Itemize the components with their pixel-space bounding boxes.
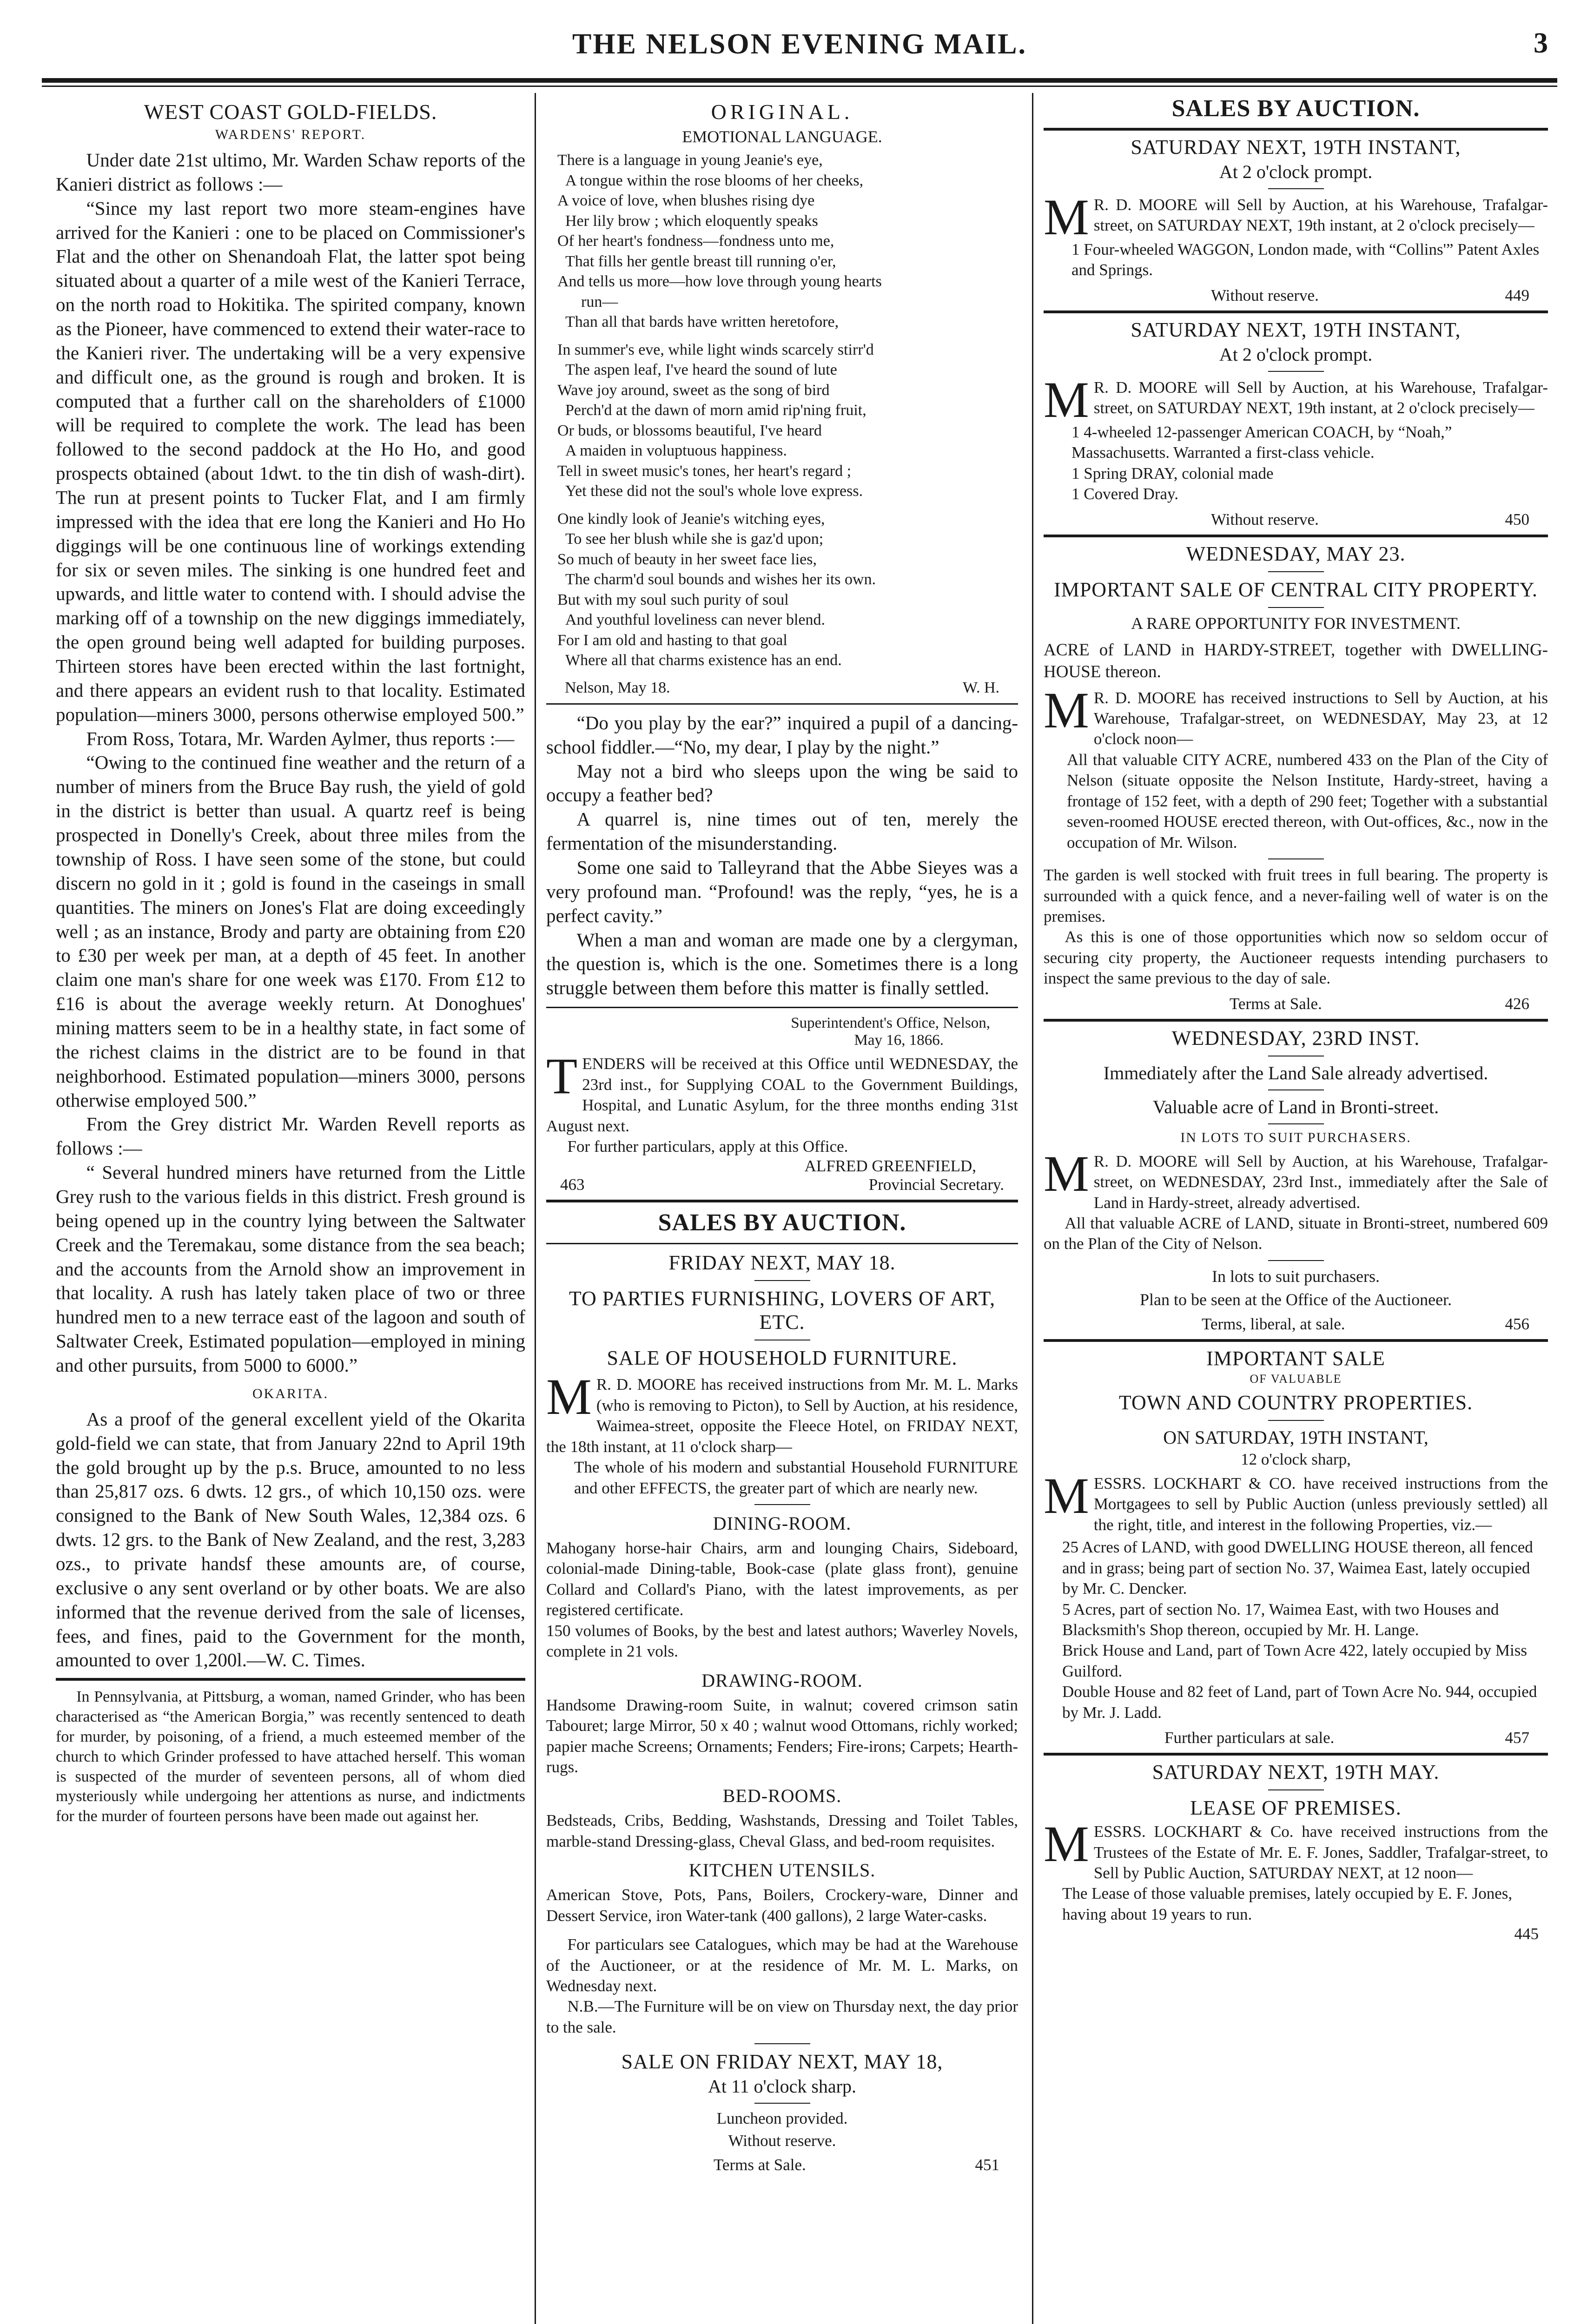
paragraph: As a proof of the general excellent yield of the Okarita gold-field we can state, that from January 22nd to April 19th the gold brought up by the p.s. Bruce, amounted to no less than 25,817 ozs. 6 dwts. 12 grs., of which 10,150 ozs. were consigned to the Bank of New South Wales, 12,384 ozs. 6 dwts. 12 grs. to the Bank of New Zealand, and the rest, 3,283 ozs., to private handsf these amounts are, of course, exclusive o any sent overland or by other boats. We are also informed that the revenue derived from the sale of licenses, fees, and fines, paid to the Government for the month, amounted to over 1,200l.—W. C. Times. [56, 1408, 525, 1671]
divider [1044, 1753, 1548, 1756]
paragraph: A quarrel is, nine times out of ten, merely the fermentation of the misunderstanding. [546, 808, 1018, 854]
divider [1044, 535, 1548, 537]
short-divider [1268, 571, 1324, 572]
paragraph: From the Grey district Mr. Warden Revell reports as follows :— [56, 1113, 525, 1159]
paragraph: “ Several hundred miners have returned from the Little Grey rush to the various fields in this district. Fresh ground is being opened up in the country lying between the Saltwater Creek and the Teremakau, some distance from the sea beach; and the accounts from the Arnold show an improvement in that locality. A rush has lately taken place of two or three hundred men to a new terrace east of the lagoon and south of Saltwater Creek, Estimated population—employed in mining and other pursuits, from 5000 to 6000.” [56, 1162, 525, 1376]
paragraph: Under date 21st ultimo, Mr. Warden Schaw reports of the Kanieri district as follows :— [56, 149, 525, 195]
ad-item: 1 Four-wheeled WAGGON, London made, with “Collins'” Patent Axles and Springs. [1071, 240, 1540, 279]
paragraph: When a man and woman are made one by a clergyman, the question is, which is the one. Sometimes there is a long struggle between them before this matter is finally settled. [546, 929, 1018, 999]
section-heading-sales: SALES BY AUCTION. [658, 1209, 906, 1236]
tender-signatory: ALFRED GREENFIELD, [804, 1157, 976, 1175]
ad-tagline: A RARE OPPORTUNITY FOR INVESTMENT. [1131, 614, 1461, 633]
drop-cap: M [546, 1368, 592, 1426]
room-items: Mahogany horse-hair Chairs, arm and lounging Chairs, Sideboard, colonial-made Dining-table, Book-case (plate glass front), genuine Collard and Collard's Piano, with the latest improvements, as per registered certificate. [546, 1539, 1018, 1619]
room-items: Bedsteads, Cribs, Bedding, Washstands, Dressing and Toilet Tables, marble-stand Dressing-glass, Cheval Glass, and bed-room requisites. [546, 1811, 1018, 1850]
ad-notice [1044, 1145, 1548, 1213]
room-heading: DRAWING-ROOM. [701, 1670, 863, 1691]
ad-number: 463 [560, 1175, 585, 1194]
ad-date: ON SATURDAY, 19TH INSTANT, [1163, 1426, 1429, 1448]
ad-notice [1044, 681, 1548, 750]
ad-number: 456 [1505, 1314, 1529, 1333]
sale-notice [546, 1368, 1018, 1457]
ad-date: WEDNESDAY, MAY 23. [1186, 542, 1406, 565]
drop-cap: M [1044, 1816, 1089, 1873]
ad-time: 12 o'clock sharp, [1241, 1450, 1351, 1468]
reserve-note: Without reserve. [1211, 286, 1319, 304]
ad-title: IMPORTANT SALE [1206, 1347, 1385, 1370]
ad-text: R. D. MOORE will Sell by Auction, at his Warehouse, Trafalgar-street, on SATURDAY NEXT, 19th instant, at 2 o'clock precisely— [1093, 196, 1548, 235]
property-item: Brick House and Land, part of Town Acre 422, lately occupied by Miss Guilford. [1062, 1641, 1528, 1680]
ad-text: R. D. MOORE has received instructions to Sell by Auction, at his Warehouse, Trafalgar-street, on WEDNESDAY, May 23, at 12 o'clock noon— [1093, 688, 1548, 748]
drop-cap: M [1044, 681, 1089, 739]
ad-lot: All that valuable CITY ACRE, numbered 433 on the Plan of the City of Nelson (situate opposite the Nelson Institute, Hardy-street, having a frontage of 152 feet, with a depth of 290 feet; Together with a substantial seven-roomed HOUSE erected thereon, with Out-offices, &c., now in the occupation of Mr. Wilson. [1067, 750, 1548, 852]
ad-text: R. D. MOORE will Sell by Auction, at his Warehouse, Trafalgar-street, on WEDNESDAY, 23rd Inst., immediately after the Sale of Land in Hardy-street, already advertised. [1093, 1152, 1548, 1212]
short-divider [1268, 1123, 1324, 1124]
column-middle [546, 93, 1018, 2324]
property-item: Double House and 82 feet of Land, part of Town Acre No. 944, occupied by Mr. J. Ladd. [1062, 1683, 1537, 1722]
short-divider [1268, 371, 1324, 372]
ad-subtitle: Immediately after the Land Sale already advertised. [1103, 1062, 1488, 1083]
section-heading-okarita: OKARITA. [252, 1386, 329, 1401]
ad-note: Further particulars at sale. [1164, 1729, 1335, 1747]
divider [1044, 1339, 1548, 1342]
short-divider [1268, 607, 1324, 608]
ad-notice [1044, 1467, 1548, 1535]
column-divider [1032, 93, 1033, 2324]
paragraph: “Since my last report two more steam-engines have arrived for the Kanieri : one to be placed on Commissioner's Flat and the other on Shenandoah Flat, the latter spot being situated about a quarter of a mile west of the Kanieri Terrace, on the north road to Hokitika. The spirited company, known as the Pioneer, have commenced to extend their water-race to the Kanieri river. The undertaking will be a very expensive and difficult one, as the ground is rough and broken. It is computed that a further call on the shareholders of £1000 will be required to complete the work. The lead has been followed to the second paddock at the Ho Ho, and good prospects obtained (about 1dwt. to the tin dish of wash-dirt). The run at present points to Tucker Flat, and I am firmly impressed with the idea that ere long the Kanieri and Ho Ho diggings will be one continuous line of workings extending for six or seven miles. The sinking is one hundred feet and upwards, and little water to contend with. I should advise the marking off of a township on the new diggings immediately, the open ground being well adapted for building purposes. Thirteen stores have been erected within the last fortnight, and there appears an evident rush to that locality. Estimated population—miners 3000, persons otherwise employed 500.” [56, 197, 525, 725]
terms-note: Terms at Sale. [714, 2156, 806, 2174]
tender-notice [546, 1048, 1018, 1136]
sale-title: SALE OF HOUSEHOLD FURNITURE. [607, 1347, 958, 1370]
room-heading: DINING-ROOM. [713, 1513, 852, 1534]
ad-footer [1071, 1729, 1529, 1747]
ad-date: SATURDAY NEXT, 19TH INSTANT, [1131, 136, 1461, 158]
reserve-note: Without reserve. [1211, 510, 1319, 528]
ad-number: 457 [1505, 1729, 1529, 1747]
tender-signatory-title: Provincial Secretary. [868, 1175, 1004, 1194]
masthead-rule [42, 78, 1557, 83]
tender-particulars: For further particulars, apply at this Office. [567, 1137, 848, 1155]
ad-date: WEDNESDAY, 23RD INST. [1171, 1026, 1420, 1050]
ad-number: 450 [1505, 510, 1529, 528]
ad-subject: ACRE of LAND in HARDY-STREET, together with DWELLING-HOUSE thereon. [1044, 640, 1548, 681]
ad-number: 451 [975, 2156, 999, 2174]
section-heading-original: ORIGINAL. [711, 100, 853, 124]
room-items: 150 volumes of Books, by the best and latest authors; Waverley Novels, complete in 21 vols. [546, 1621, 1018, 1661]
divider [546, 1243, 1018, 1244]
ad-number: 449 [1505, 286, 1529, 304]
paragraph: Some one said to Talleyrand that the Abbe Sieyes was a very profound man. “Profound! was the reply, “yes, he is a perfect cavity.” [546, 857, 1018, 926]
newspaper-title: THE NELSON EVENING MAIL. [572, 28, 1027, 60]
signature-place: Nelson, May 18. [565, 679, 670, 696]
drop-cap: M [1044, 371, 1089, 428]
short-divider [1268, 1089, 1324, 1090]
poem-signature [565, 679, 999, 697]
ad-item: 1 Spring DRAY, colonial made [1071, 464, 1274, 482]
paragraph: “Do you play by the ear?” inquired a pupil of a dancing-school fiddler.—“No, my dear, I play by the night.” [546, 712, 1018, 758]
drop-cap: M [1044, 1467, 1089, 1524]
ad-lot: All that valuable ACRE of LAND, situate in Bronti-street, numbered 609 on the Plan of the City of Nelson. [1044, 1214, 1548, 1253]
divider [1044, 1019, 1548, 1022]
short-divider [754, 2043, 810, 2044]
ad-notice [1044, 1816, 1548, 1883]
ad-notice [1044, 371, 1548, 428]
column-divider [535, 93, 536, 2324]
ad-date: SATURDAY NEXT, 19TH MAY. [1152, 1761, 1440, 1784]
room-items: American Stove, Pots, Pans, Boilers, Crockery-ware, Dinner and Dessert Service, iron Water-tank (400 gallons), 2 large Water-casks. [546, 1886, 1018, 1925]
ad-title: IMPORTANT SALE OF CENTRAL CITY PROPERTY. [1054, 578, 1538, 601]
paragraph-news-item: In Pennsylvania, at Pittsburg, a woman, named Grinder, who has been characterised as “the American Borgia,” was recently sentenced to death for murder, by poisoning, of a friend, a much esteemed member of the church to which Grinder professed to have attached herself. This woman is suspected of the murder of seventeen persons, all of whom died mysteriously while undergoing her attentions as nurse, and indictments for the murder of fourteen persons have been made out against her. [56, 1688, 525, 1825]
nb-note: N.B.—The Furniture will be on view on Thursday next, the day prior to the sale. [546, 1997, 1018, 2036]
sale-time: At 11 o'clock sharp. [708, 2076, 856, 2097]
short-divider [1268, 1260, 1324, 1261]
ad-title: LEASE OF PREMISES. [1190, 1796, 1402, 1820]
divider [1044, 128, 1548, 131]
divider [546, 703, 1018, 705]
ad-item: 1 Covered Dray. [1071, 485, 1179, 503]
short-divider [1268, 188, 1324, 189]
ad-note: In lots to suit purchasers. [1212, 1267, 1380, 1286]
sale-audience: TO PARTIES FURNISHING, LOVERS OF ART, ETC. [569, 1287, 996, 1334]
ad-paragraph: As this is one of those opportunities which now so seldom occur of securing city property, the Auctioneer requests intending purchasers to inspect the same previous to the day of sale. [1044, 928, 1548, 988]
ad-subtitle: OF VALUABLE [1250, 1372, 1342, 1386]
ad-footer [1071, 286, 1529, 305]
drop-cap: M [1044, 1145, 1089, 1202]
property-item: 5 Acres, part of section No. 17, Waimea East, with two Houses and Blacksmith's Shop thereon, occupied by Mr. H. Lange. [1062, 1600, 1499, 1639]
short-divider [1268, 1420, 1324, 1421]
sale-text: R. D. MOORE has received instructions from Mr. M. L. Marks (who is removing to Picton), to Sell by Auction, at his residence, Waimea-street, opposite the Fleece Hotel, on FRIDAY NEXT, the 18th instant, at 11 o'clock sharp— [546, 1375, 1018, 1456]
room-items: Handsome Drawing-room Suite, in walnut; covered crimson satin Tabouret; large Mirror, 50 x 40 ; walnut wood Ottomans, richly worked; papier mache Screens; Ornaments; Fenders; Fire-irons; Carpets; Hearth-rugs. [546, 1696, 1018, 1776]
article-subheading: WARDENS' REPORT. [215, 127, 366, 142]
short-divider [754, 1280, 810, 1281]
ad-title: TOWN AND COUNTRY PROPERTIES. [1118, 1391, 1473, 1414]
ad-footer [1071, 510, 1529, 529]
property-item: 25 Acres of LAND, with good DWELLING HOUSE thereon, all fenced and in grass; being part of section No. 37, Waimea East, lately occupied by Mr. C. Dencker. [1062, 1538, 1533, 1598]
ad-lots: IN LOTS TO SUIT PURCHASERS. [1180, 1129, 1411, 1145]
short-divider [754, 1504, 810, 1505]
terms-note: Terms at Sale. [1230, 994, 1322, 1013]
ad-footer [1071, 995, 1529, 1013]
ad-footer [1071, 1315, 1529, 1334]
ad-item: 1 4-wheeled 12-passenger American COACH, by “Noah,” Massachusetts. Warranted a first-class vehicle. [1071, 423, 1452, 462]
poem-title: EMOTIONAL LANGUAGE. [682, 127, 882, 146]
divider [546, 1007, 1018, 1008]
tender-office: Superintendent's Office, Nelson, [791, 1015, 990, 1032]
article-heading: WEST COAST GOLD-FIELDS. [144, 100, 437, 124]
section-heading-sales: SALES BY AUCTION. [1171, 95, 1420, 122]
drop-cap: M [1044, 189, 1089, 245]
ad-subject: Valuable acre of Land in Bronti-street. [1152, 1096, 1439, 1117]
luncheon-note: Luncheon provided. [716, 2109, 848, 2128]
ad-number: 426 [1505, 994, 1529, 1013]
divider [1044, 310, 1548, 313]
tender-date: May 16, 1866. [854, 1032, 944, 1049]
paragraph: “Owing to the continued fine weather and the return of a number of miners from the Bruce Bay rush, the yield of gold in the district is better than usual. A quartz reef is being prospected in Donelly's Creek, about three miles from the township of Ross. I have seen some of the stone, but could discern no gold in it ; gold is found in the caseings in small quantities. The miners on Jones's Flat are doing exceedingly well ; as an instance, Brody and party are obtaining from £20 to £30 per week per man, at a depth of 45 feet. In another claim one man's share for one week was £170. From £12 to £16 is about the average weekly return. At Donoghues' mining matters seem to be in a healthy state, in fact some of the richest claims in the district are to be found in that neighborhood. Estimated population—miners 3000, persons otherwise employed 500.” [56, 752, 525, 1111]
room-heading: KITCHEN UTENSILS. [688, 1860, 876, 1881]
paragraph: From Ross, Totara, Mr. Warden Aylmer, thus reports :— [86, 727, 515, 749]
poem-stanza: One kindly look of Jeanie's witching eyes, To see her blush while she is gaz'd upon; So much of beauty in her sweet face lies, The charm'd soul bounds and wishes her its own. But with my soul such purity of soul And youthful loveliness can never blend. For I am old and hasting to that goal Where all that charms existence has an end. [557, 510, 876, 669]
ad-time: At 2 o'clock prompt. [1219, 161, 1373, 182]
ad-lot: The Lease of those valuable premises, lately occupied by E. F. Jones, having about 19 years to run. [1062, 1884, 1513, 1923]
ad-footer [574, 2156, 999, 2174]
page-number: 3 [1534, 27, 1548, 59]
masthead [42, 19, 1557, 70]
masthead-rule-thin [42, 86, 1557, 87]
poem-stanza: There is a language in young Jeanie's eye, A tongue within the rose blooms of her cheeks, A voice of love, when blushes rising dye Her lily brow ; which eloquently speaks Of her heart's fondness—fondness unto me, That fills her gentle breast till running o'er, And tells us more—how love through young hearts run— Than all that bards have written heretofore, [557, 152, 882, 331]
ad-text: ESSRS. LOCKHART & CO. have received instructions from the Mortgagees to sell by Public Auction (unless previously settled) all the right, title, and interest in the following Properties, viz.— [1093, 1474, 1548, 1534]
catalogue-note: For particulars see Catalogues, which may be had at the Warehouse of the Auctioneer, or at the residence of Mr. M. L. Marks, on Wednesday next. [546, 1935, 1018, 1995]
drop-cap: T [546, 1048, 578, 1105]
ad-number: 445 [1514, 1925, 1539, 1943]
tender-text: ENDERS will be received at this Office until WEDNESDAY, the 23rd inst., for Supplying COAL to the Government Buildings, Hospital, and Lunatic Asylum, for the three months ending 31st August next. [546, 1055, 1018, 1135]
column-left [56, 93, 525, 2324]
poem-stanza: In summer's eve, while light winds scarcely stirr'd The aspen leaf, I've heard the sound of lute Wave joy around, sweet as the song of bird Perch'd at the dawn of morn amid rip'ning fruit, Or buds, or blossoms beautiful, I've heard A maiden in voluptuous happiness. Tell in sweet music's tones, her heart's regard ; Yet these did not the soul's whole love express. [557, 341, 874, 500]
reserve-note: Without reserve. [728, 2132, 836, 2150]
ad-text: R. D. MOORE will Sell by Auction, at his Warehouse, Trafalgar-street, on SATURDAY NEXT, 19th instant, at 2 o'clock precisely— [1093, 378, 1548, 417]
sale-lot: The whole of his modern and substantial Household FURNITURE and other EFFECTS, the greater part of which are nearly new. [574, 1458, 1018, 1497]
ad-text: ESSRS. LOCKHART & Co. have received instructions from the Trustees of the Estate of Mr. E. F. Jones, Saddler, Trafalgar-street, to Sell by Public Auction, SATURDAY NEXT, at 12 noon— [1093, 1822, 1548, 1882]
terms-note: Terms, liberal, at sale. [1202, 1314, 1345, 1333]
ad-paragraph: The garden is well stocked with fruit trees in full bearing. The property is surrounded with a quick fence, and a never-failing well of water is on the premises. [1044, 866, 1548, 925]
divider [546, 1200, 1018, 1202]
ad-date: SATURDAY NEXT, 19TH INSTANT, [1131, 318, 1461, 341]
ad-note: Plan to be seen at the Office of the Auctioneer. [1139, 1290, 1452, 1309]
tender-footer [560, 1175, 1004, 1194]
divider [56, 1678, 525, 1681]
sale-date: FRIDAY NEXT, MAY 18. [668, 1251, 896, 1274]
ad-notice [1044, 189, 1548, 245]
short-divider [1268, 1789, 1324, 1790]
column-right [1044, 93, 1548, 2324]
short-divider [754, 2103, 810, 2104]
sale-on: SALE ON FRIDAY NEXT, MAY 18, [621, 2050, 943, 2073]
room-heading: BED-ROOMS. [722, 1785, 842, 1807]
ad-time: At 2 o'clock prompt. [1219, 343, 1373, 365]
signature-name: W. H. [962, 679, 999, 696]
short-divider [1268, 858, 1324, 859]
paragraph: May not a bird who sleeps upon the wing be said to occupy a feather bed? [546, 760, 1018, 806]
